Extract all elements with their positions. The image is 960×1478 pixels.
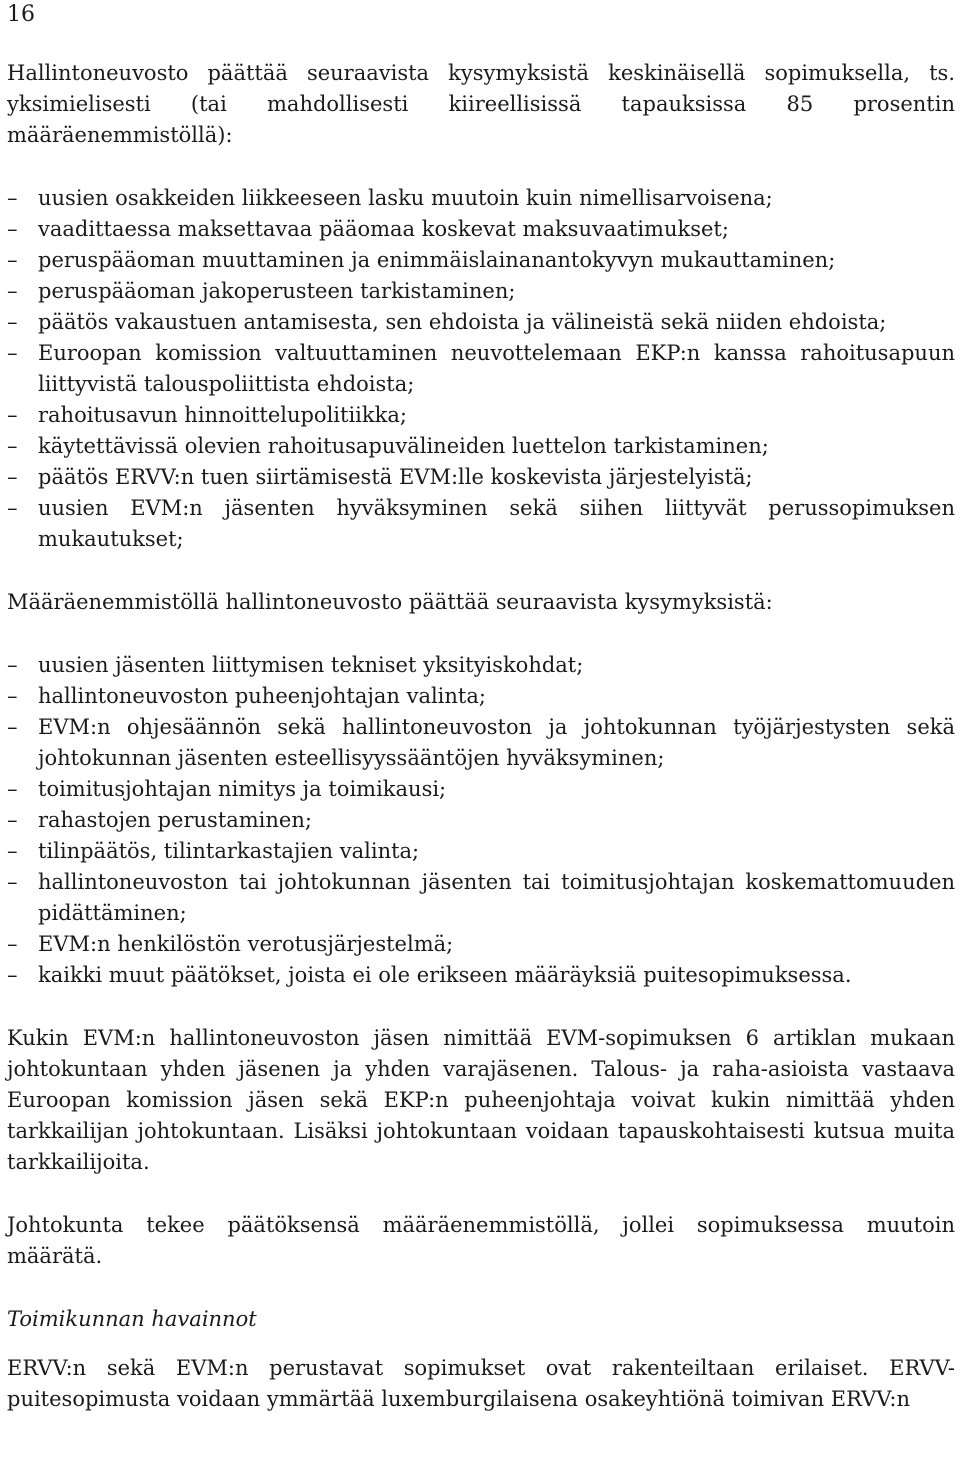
board-decisions-paragraph: Johtokunta tekee päätöksensä määräenemmistöllä, jollei sopimuksessa muutoin määrätä. bbox=[7, 1213, 955, 1268]
list-item-text: EVM:n ohjesäännön sekä hallintoneuvoston ja johtokunnan työjärjestysten sekä johtokunnan jäsenten esteellisyyssääntöjen hyväksyminen; bbox=[38, 715, 955, 770]
dash-bullet: – bbox=[7, 870, 18, 894]
list-item-text: EVM:n henkilöstön verotusjärjestelmä; bbox=[38, 932, 454, 956]
dash-bullet: – bbox=[7, 434, 18, 458]
document-body bbox=[7, 58, 955, 1415]
majority-decisions-list bbox=[7, 650, 955, 991]
unanimous-decisions-list bbox=[7, 183, 955, 555]
list-item-text: uusien EVM:n jäsenten hyväksyminen sekä siihen liittyvät perussopimuksen mukautukset; bbox=[38, 496, 955, 551]
observations-paragraph: ERVV:n sekä EVM:n perustavat sopimukset ovat rakenteiltaan erilaiset. ERVV-puitesopimusta voidaan ymmärtää luxemburgilaisena osakeyhtiönä toimivan ERVV:n bbox=[7, 1356, 955, 1411]
dash-bullet: – bbox=[7, 684, 18, 708]
list-item bbox=[7, 774, 955, 805]
list-item bbox=[7, 836, 955, 867]
list-item bbox=[7, 214, 955, 245]
list-item-text: peruspääoman jakoperusteen tarkistaminen; bbox=[38, 279, 516, 303]
list-item-text: hallintoneuvoston puheenjohtajan valinta; bbox=[38, 684, 486, 708]
list-item bbox=[7, 338, 955, 400]
dash-bullet: – bbox=[7, 839, 18, 863]
list-item-text: päätös ERVV:n tuen siirtämisestä EVM:lle koskevista järjestelyistä; bbox=[38, 465, 753, 489]
board-composition-paragraph: Kukin EVM:n hallintoneuvoston jäsen nimittää EVM-sopimuksen 6 artiklan mukaan johtokuntaan yhden jäsenen ja yhden varajäsenen. Talous- ja raha-asioista vastaava Euroopan komission jäsen sekä EKP:n puheenjohtaja voivat kukin nimittää yhden tarkkailijan johtokuntaan. Lisäksi johtokuntaan voidaan tapauskohtaisesti kutsua muita tarkkailijoita. bbox=[7, 1026, 955, 1174]
list-item-text: päätös vakaustuen antamisesta, sen ehdoista ja välineistä sekä niiden ehdoista; bbox=[38, 310, 887, 334]
list-item bbox=[7, 431, 955, 462]
list-item bbox=[7, 681, 955, 712]
list-item-text: tilinpäätös, tilintarkastajien valinta; bbox=[38, 839, 420, 863]
list-item-text: toimitusjohtajan nimitys ja toimikausi; bbox=[38, 777, 447, 801]
list-item bbox=[7, 400, 955, 431]
dash-bullet: – bbox=[7, 963, 18, 987]
dash-bullet: – bbox=[7, 715, 18, 739]
list-item bbox=[7, 493, 955, 555]
dash-bullet: – bbox=[7, 653, 18, 677]
list-item bbox=[7, 929, 955, 960]
list-item-text: käytettävissä olevien rahoitusapuvälineiden luettelon tarkistaminen; bbox=[38, 434, 769, 458]
list-item bbox=[7, 805, 955, 836]
list-item-text: rahastojen perustaminen; bbox=[38, 808, 312, 832]
list-item-text: rahoitusavun hinnoittelupolitiikka; bbox=[38, 403, 407, 427]
list-item bbox=[7, 712, 955, 774]
list-item-text: kaikki muut päätökset, joista ei ole erikseen määräyksiä puitesopimuksessa. bbox=[38, 963, 852, 987]
dash-bullet: – bbox=[7, 932, 18, 956]
list-item bbox=[7, 960, 955, 991]
dash-bullet: – bbox=[7, 341, 18, 365]
dash-bullet: – bbox=[7, 279, 18, 303]
dash-bullet: – bbox=[7, 496, 18, 520]
list-item-text: hallintoneuvoston tai johtokunnan jäsenten tai toimitusjohtajan koskemattomuuden pidättäminen; bbox=[38, 870, 955, 925]
intro-majority-paragraph: Määräenemmistöllä hallintoneuvosto päättää seuraavista kysymyksistä: bbox=[7, 590, 773, 614]
observations-heading: Toimikunnan havainnot bbox=[7, 1307, 257, 1331]
dash-bullet: – bbox=[7, 777, 18, 801]
list-item bbox=[7, 650, 955, 681]
dash-bullet: – bbox=[7, 248, 18, 272]
list-item bbox=[7, 307, 955, 338]
list-item-text: peruspääoman muuttaminen ja enimmäislainanantokyvyn mukauttaminen; bbox=[38, 248, 836, 272]
dash-bullet: – bbox=[7, 403, 18, 427]
dash-bullet: – bbox=[7, 310, 18, 334]
list-item bbox=[7, 462, 955, 493]
list-item-text: uusien jäsenten liittymisen tekniset yksityiskohdat; bbox=[38, 653, 584, 677]
page-number: 16 bbox=[7, 2, 35, 27]
list-item-text: uusien osakkeiden liikkeeseen lasku muutoin kuin nimellisarvoisena; bbox=[38, 186, 773, 210]
dash-bullet: – bbox=[7, 465, 18, 489]
list-item bbox=[7, 867, 955, 929]
list-item bbox=[7, 276, 955, 307]
list-item-text: vaadittaessa maksettavaa pääomaa koskevat maksuvaatimukset; bbox=[38, 217, 729, 241]
dash-bullet: – bbox=[7, 186, 18, 210]
dash-bullet: – bbox=[7, 217, 18, 241]
intro-unanimous-paragraph: Hallintoneuvosto päättää seuraavista kysymyksistä keskinäisellä sopimuksella, ts. yksimielisesti (tai mahdollisesti kiireellisissä tapauksissa 85 prosentin määräenemmistöllä): bbox=[7, 61, 955, 147]
list-item bbox=[7, 245, 955, 276]
list-item bbox=[7, 183, 955, 214]
list-item-text: Euroopan komission valtuuttaminen neuvottelemaan EKP:n kanssa rahoitusapuun liittyvistä talouspoliittista ehdoista; bbox=[38, 341, 955, 396]
dash-bullet: – bbox=[7, 808, 18, 832]
